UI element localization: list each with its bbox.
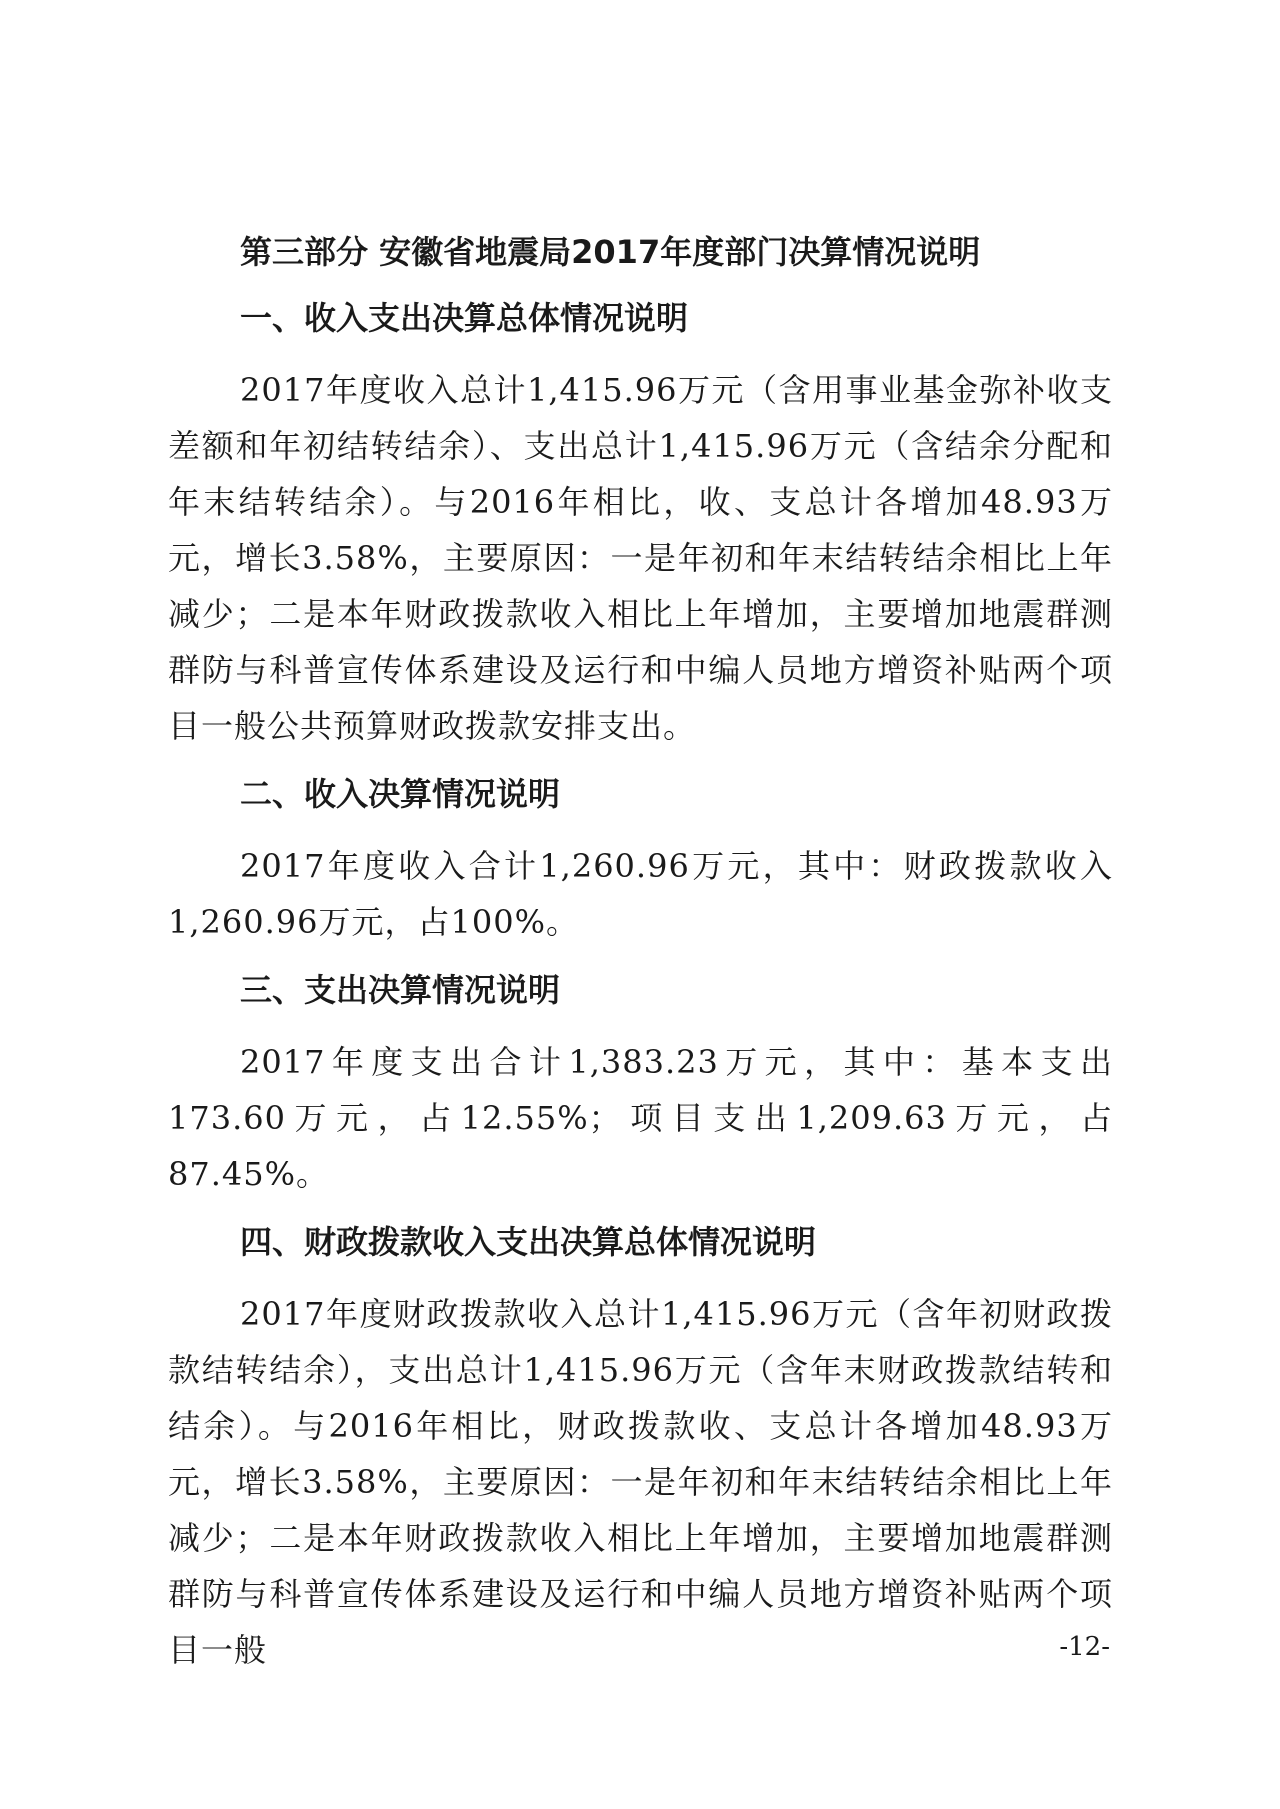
section-heading-4: 四、财政拨款收入支出决算总体情况说明 (240, 1223, 817, 1261)
section-heading-2: 二、收入决算情况说明 (240, 775, 561, 813)
document-title: 第三部分 安徽省地震局2017年度部门决算情况说明 (240, 233, 981, 271)
page-number: -12- (1059, 1632, 1110, 1662)
section-heading-1: 一、收入支出决算总体情况说明 (240, 299, 689, 337)
document-body (168, 232, 1113, 1698)
section-heading-3: 三、支出决算情况说明 (240, 971, 561, 1009)
section-paragraph-3: 2017年度支出合计1,383.23万元，其中：基本支出173.60万元，占12.55%；项目支出1,209.63万元，占87.45%。 (168, 1043, 1113, 1193)
section-paragraph-4: 2017年度财政拨款收入总计1,415.96万元（含年初财政拨款结转结余），支出总计1,415.96万元（含年末财政拨款结转和结余）。与2016年相比，财政拨款收、支总计各增加48.93万元，增长3.58%，主要原因：一是年初和年末结转结余相比上年减少；二是本年财政拨款收入相比上年增加，主要增加地震群测群防与科普宣传体系建设及运行和中编人员地方增资补贴两个项目一般 (168, 1295, 1113, 1669)
section-paragraph-2: 2017年度收入合计1,260.96万元，其中：财政拨款收入1,260.96万元，占100%。 (168, 847, 1113, 941)
section-paragraph-1: 2017年度收入总计1,415.96万元（含用事业基金弥补收支差额和年初结转结余）、支出总计1,415.96万元（含结余分配和年末结转结余）。与2016年相比，收、支总计各增加48.93万元，增长3.58%，主要原因：一是年初和年末结转结余相比上年减少；二是本年财政拨款收入相比上年增加，主要增加地震群测群防与科普宣传体系建设及运行和中编人员地方增资补贴两个项目一般公共预算财政拨款安排支出。 (168, 371, 1113, 745)
